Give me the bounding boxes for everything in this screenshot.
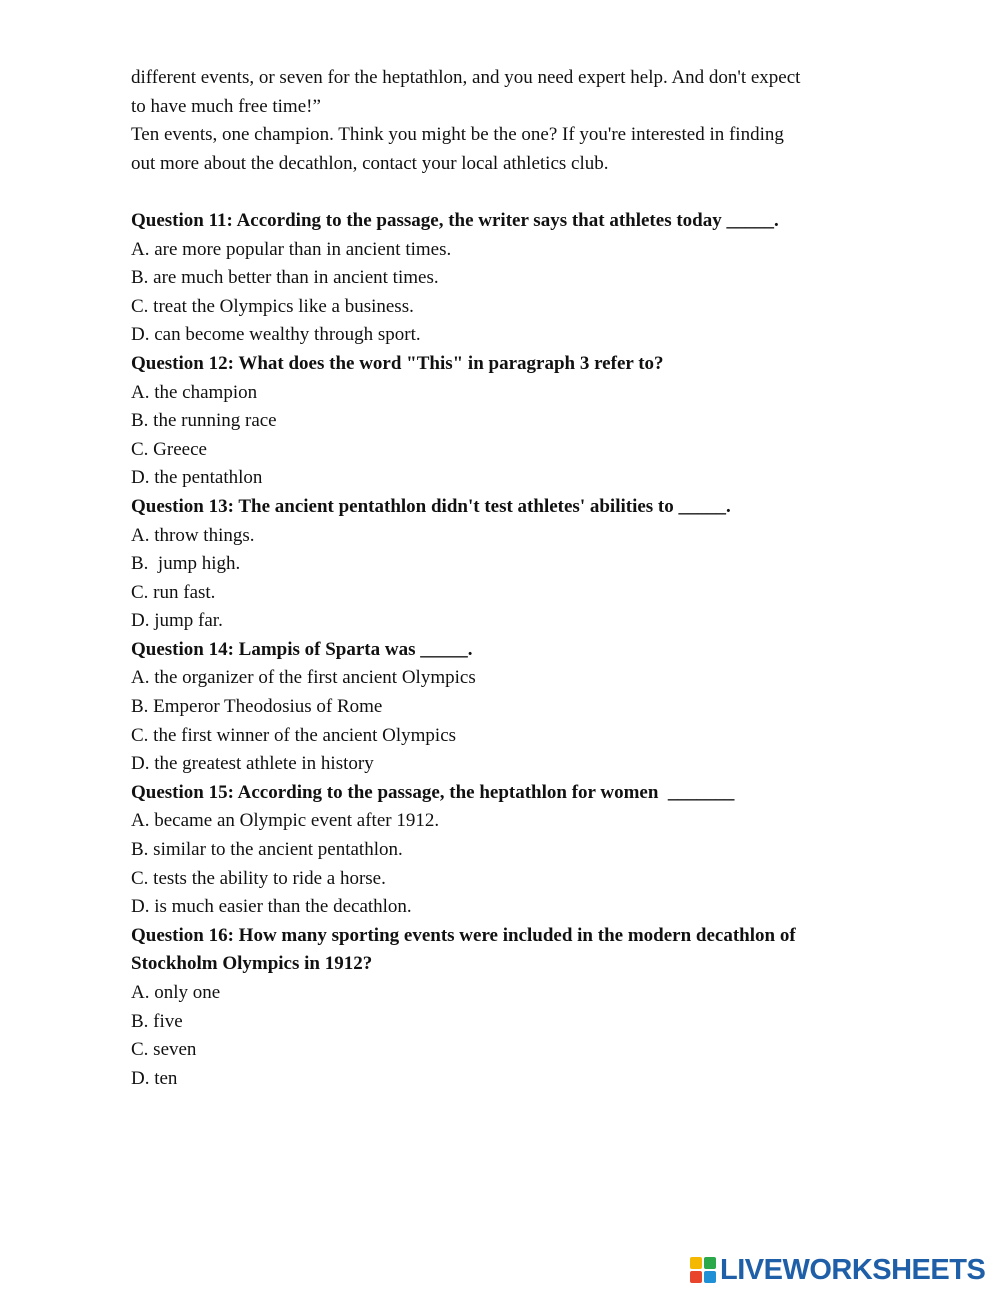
- question-text: Question 15: According to the passage, the heptathlon for women _______: [131, 781, 735, 803]
- logo-square: [690, 1257, 702, 1269]
- answer-option[interactable]: B. similar to the ancient pentathlon.: [131, 839, 403, 861]
- liveworksheets-logo-icon: [690, 1257, 716, 1283]
- question-16: [131, 922, 851, 1094]
- answer-option[interactable]: D. jump far.: [131, 610, 223, 632]
- question-text: Question 13: The ancient pentathlon didn't test athletes' abilities to _____.: [131, 495, 731, 517]
- answer-option[interactable]: D. is much easier than the decathlon.: [131, 896, 412, 918]
- answer-option[interactable]: A. throw things.: [131, 524, 255, 546]
- liveworksheets-brand: [690, 1253, 990, 1287]
- answer-option[interactable]: B. Emperor Theodosius of Rome: [131, 696, 383, 718]
- question-14: [131, 636, 851, 779]
- worksheet-page: [131, 64, 851, 1093]
- question-text: Stockholm Olympics in 1912?: [131, 953, 373, 975]
- logo-square: [704, 1257, 716, 1269]
- logo-square: [704, 1271, 716, 1283]
- answer-option[interactable]: C. run fast.: [131, 581, 216, 603]
- question-15: [131, 779, 851, 922]
- question-12: [131, 350, 851, 493]
- answer-option[interactable]: C. tests the ability to ride a horse.: [131, 867, 386, 889]
- answer-option[interactable]: C. the first winner of the ancient Olympics: [131, 724, 457, 746]
- answer-option[interactable]: B. jump high.: [131, 553, 241, 575]
- answer-option[interactable]: A. the champion: [131, 381, 258, 403]
- answer-option[interactable]: D. the greatest athlete in history: [131, 753, 374, 775]
- question-text: Question 14: Lampis of Sparta was _____.: [131, 638, 473, 660]
- passage-line: different events, or seven for the heptathlon, and you need expert help. And don't expect: [131, 67, 801, 88]
- answer-option[interactable]: D. ten: [131, 1067, 178, 1089]
- answer-option[interactable]: C. treat the Olympics like a business.: [131, 295, 414, 317]
- answer-option[interactable]: A. are more popular than in ancient times.: [131, 238, 452, 260]
- logo-square: [690, 1271, 702, 1283]
- answer-option[interactable]: B. are much better than in ancient times.: [131, 267, 439, 289]
- answer-option[interactable]: A. only one: [131, 982, 221, 1003]
- question-13: [131, 493, 851, 636]
- question-text: Question 16: How many sporting events were included in the modern decathlon of: [131, 924, 796, 946]
- answer-option[interactable]: B. the running race: [131, 410, 277, 432]
- passage-line: out more about the decathlon, contact your local athletics club.: [131, 152, 609, 174]
- answer-option[interactable]: B. five: [131, 1010, 183, 1032]
- question-11: [131, 207, 851, 350]
- answer-option[interactable]: D. the pentathlon: [131, 467, 263, 489]
- answer-option[interactable]: D. can become wealthy through sport.: [131, 324, 421, 346]
- spacer: [131, 178, 851, 207]
- question-text: Question 11: According to the passage, the writer says that athletes today _____.: [131, 209, 779, 231]
- answer-option[interactable]: A. the organizer of the first ancient Olympics: [131, 667, 476, 689]
- passage-line: to have much free time!”: [131, 95, 321, 117]
- passage-line: Ten events, one champion. Think you might be the one? If you're interested in finding: [131, 124, 784, 146]
- question-text: Question 12: What does the word "This" in paragraph 3 refer to?: [131, 352, 664, 374]
- answer-option[interactable]: A. became an Olympic event after 1912.: [131, 810, 440, 832]
- brand-name: LIVEWORKSHEETS: [720, 1253, 986, 1286]
- passage: [131, 64, 851, 178]
- answer-option[interactable]: C. seven: [131, 1039, 197, 1061]
- answer-option[interactable]: C. Greece: [131, 438, 207, 460]
